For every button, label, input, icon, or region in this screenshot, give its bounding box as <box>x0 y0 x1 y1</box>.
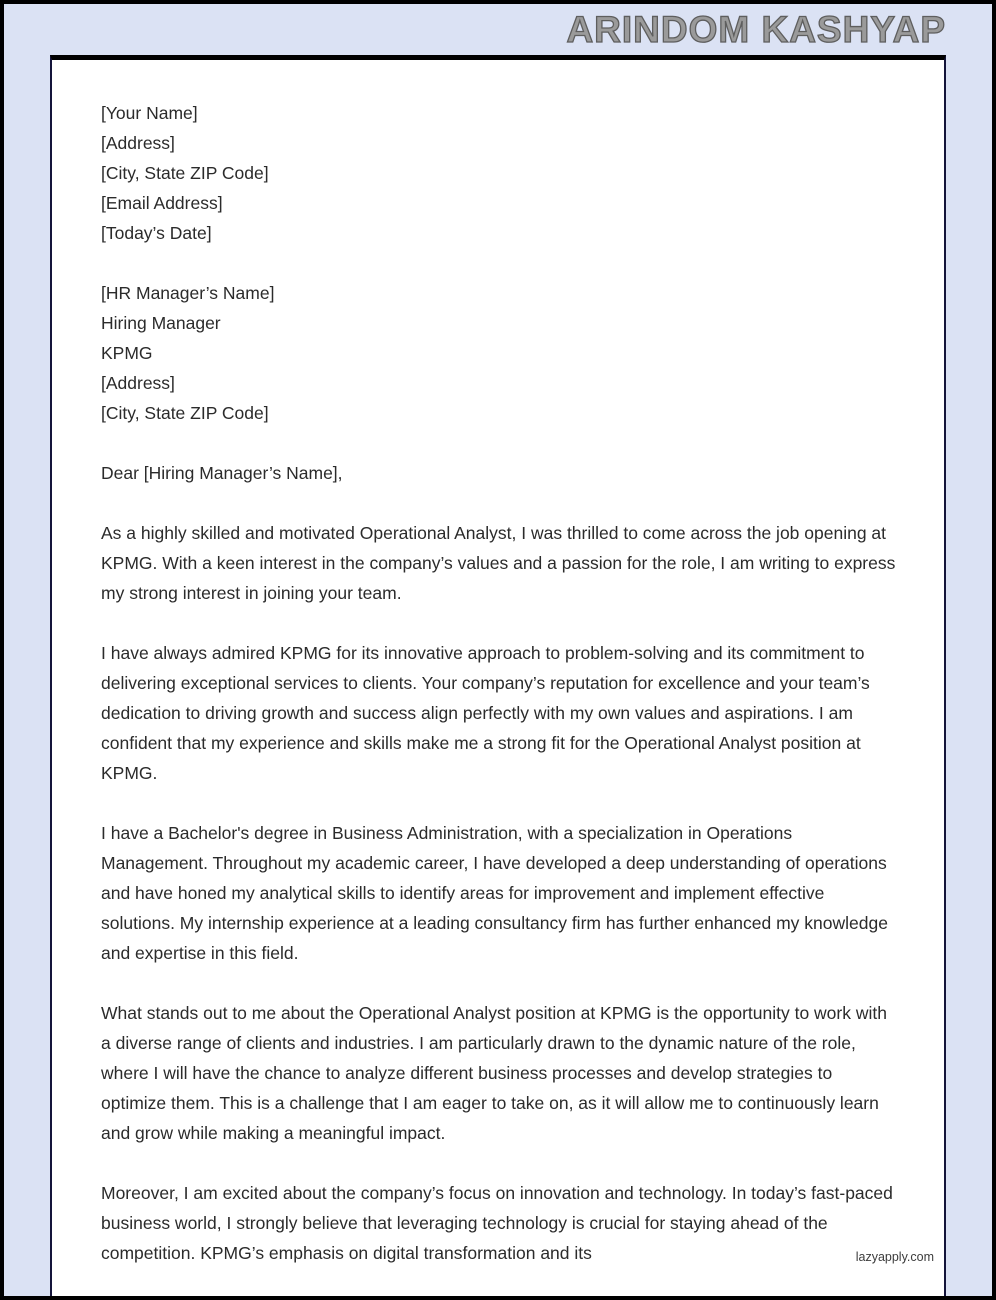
recipient-line: KPMG <box>101 343 153 363</box>
letterhead-name: ARINDOM KASHYAP <box>566 9 946 50</box>
recipient-block <box>101 278 896 428</box>
sender-line: [City, State ZIP Code] <box>101 163 269 183</box>
recipient-line: [HR Manager’s Name] <box>101 283 275 303</box>
sender-line: [Email Address] <box>101 193 223 213</box>
recipient-line: [City, State ZIP Code] <box>101 403 269 423</box>
recipient-line: [Address] <box>101 373 175 393</box>
letter-page <box>50 55 946 1300</box>
sender-line: [Your Name] <box>101 103 198 123</box>
recipient-line: Hiring Manager <box>101 313 221 333</box>
sender-block <box>101 98 896 248</box>
paragraph: I have a Bachelor's degree in Business Administration, with a specialization in Operations Management. Throughout my academic career, I have developed a deep understanding of operations and have honed my analytical skills to identify areas for improvement and implement effective solutions. My internship experience at a leading consultancy firm has further enhanced my knowledge and expertise in this field. <box>101 823 888 963</box>
salutation: Dear [Hiring Manager’s Name], <box>101 463 343 483</box>
paragraph: Moreover, I am excited about the company’s focus on innovation and technology. In today’s fast-paced business world, I strongly believe that leveraging technology is crucial for staying ahead of the competition. KPMG’s emphasis on digital transformation and its <box>101 1183 893 1263</box>
sender-line: [Today’s Date] <box>101 223 212 243</box>
paragraph: What stands out to me about the Operational Analyst position at KPMG is the opportunity to work with a diverse range of clients and industries. I am particularly drawn to the dynamic nature of the role, where I will have the chance to analyze different business processes and develop strategies to optimize them. This is a challenge that I am eager to take on, as it will allow me to continuously learn and grow while making a meaningful impact. <box>101 1003 887 1143</box>
paragraph: I have always admired KPMG for its innovative approach to problem-solving and its commitment to delivering exceptional services to clients. Your company’s reputation for excellence and your team’s dedication to driving growth and success align perfectly with my own values and aspirations. I am confident that my experience and skills make me a strong fit for the Operational Analyst position at KPMG. <box>101 643 870 783</box>
paragraph: As a highly skilled and motivated Operational Analyst, I was thrilled to come across the job opening at KPMG. With a keen interest in the company’s values and a passion for the role, I am writing to express my strong interest in joining your team. <box>101 523 896 603</box>
letterhead <box>4 4 992 55</box>
sender-line: [Address] <box>101 133 175 153</box>
watermark-link: lazyapply.com <box>855 1250 934 1264</box>
